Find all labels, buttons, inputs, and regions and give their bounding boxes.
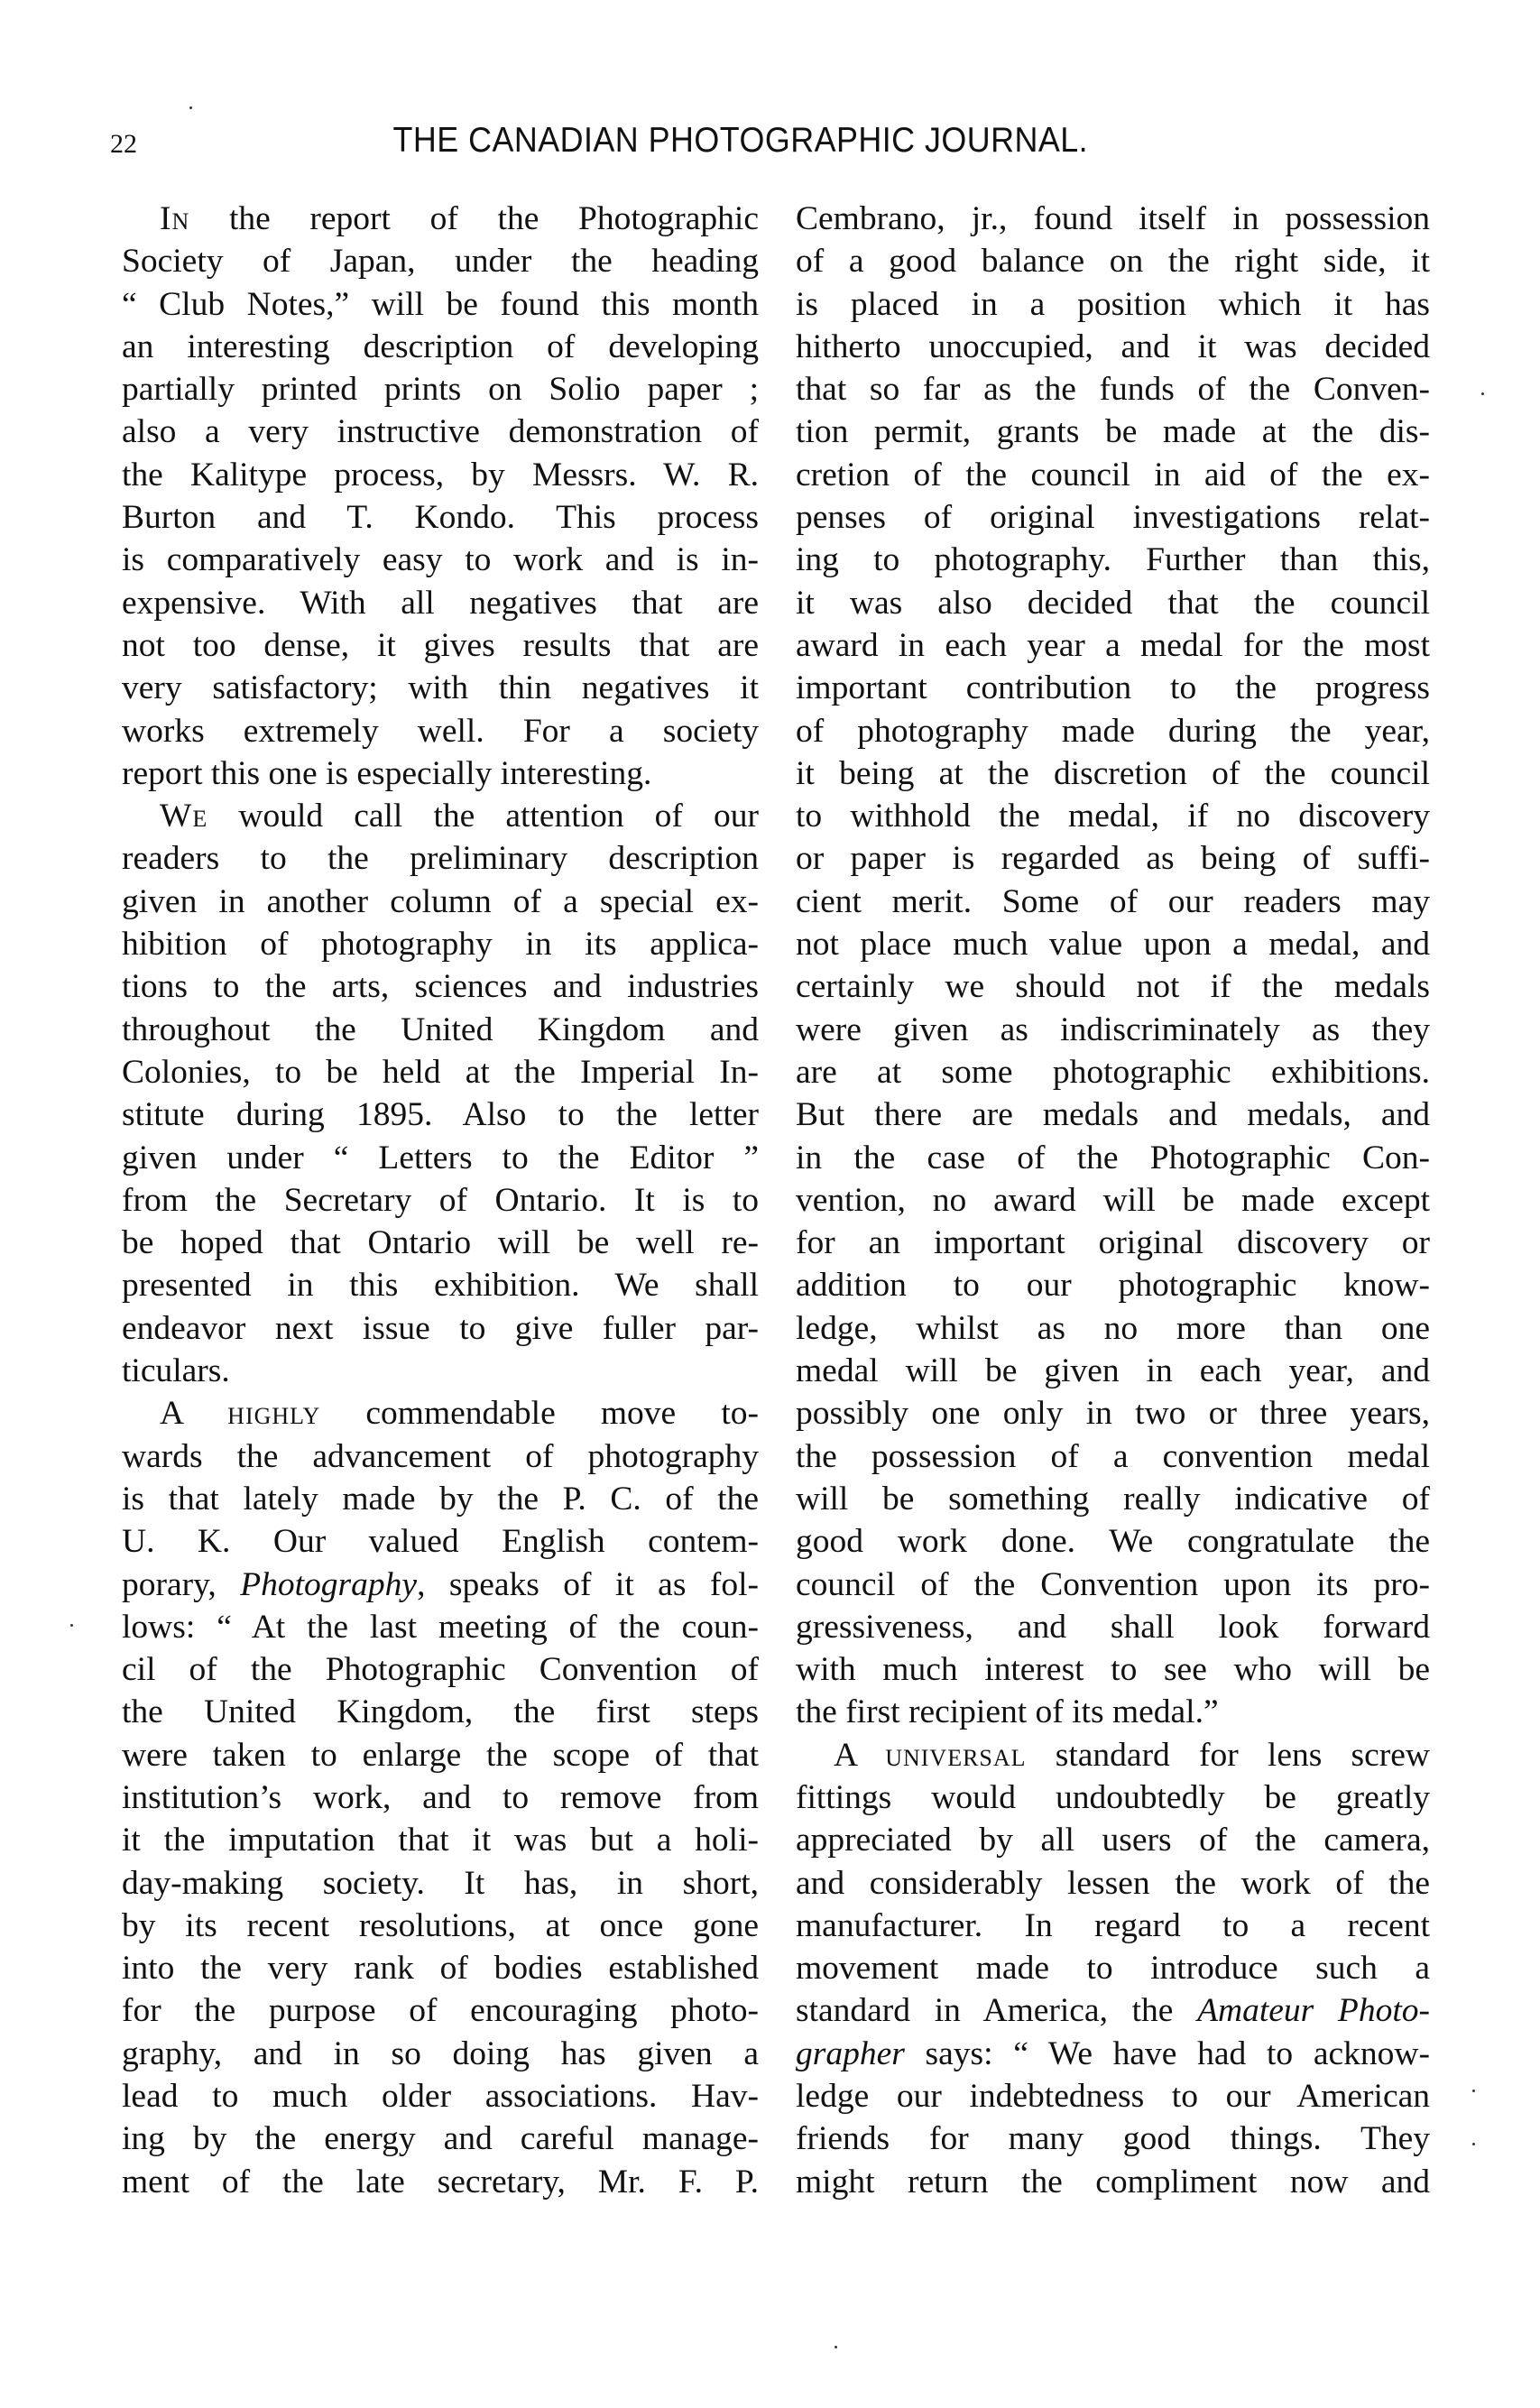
text-line [796, 2033, 1430, 2075]
text-line [122, 1009, 759, 1051]
text-line [122, 1392, 759, 1435]
text-line [796, 368, 1430, 411]
text-line [796, 1051, 1430, 1093]
text-line [796, 837, 1430, 880]
text-line [796, 1179, 1430, 1222]
text-run: be hoped that Ontario will be well re- [122, 1224, 759, 1262]
text-run: gressiveness, and shall look forward [796, 1608, 1430, 1646]
text-line [796, 198, 1430, 240]
text-line [122, 1648, 759, 1691]
text-run: expensive. With all negatives that are [122, 584, 759, 622]
text-line [796, 1606, 1430, 1648]
italic-title: Amateur Photo- [1197, 1992, 1430, 2030]
text-run: vention, no award will be made except [796, 1181, 1430, 1219]
text-line [796, 1520, 1430, 1563]
text-line [122, 1862, 759, 1905]
scan-speck [1472, 2090, 1475, 2092]
small-caps-lead: We [160, 798, 208, 835]
scan-speck [835, 2346, 837, 2348]
italic-title: grapher [796, 2034, 905, 2072]
text-run: the possession of a convention medal [796, 1437, 1430, 1475]
text-run: will be something really indicative of [796, 1480, 1430, 1518]
text-line [122, 752, 759, 795]
text-run: not place much value upon a medal, and [796, 926, 1430, 964]
text-run: , speaks of it as fol- [417, 1565, 759, 1603]
small-caps-lead: highly [227, 1395, 321, 1433]
text-run: for an important original discovery or [796, 1224, 1430, 1262]
text-run: Burton and T. Kondo. This process [122, 499, 759, 537]
text-run: cretion of the council in aid of the ex- [796, 456, 1430, 494]
text-line [796, 1350, 1430, 1392]
text-run: throughout the United Kingdom and [122, 1010, 759, 1048]
text-run: for the purpose of encouraging photo- [122, 1992, 759, 2030]
text-run: penses of original investigations relat- [796, 499, 1430, 537]
text-run: also a very instructive demonstration of [122, 413, 759, 451]
text-line [796, 881, 1430, 923]
text-run: fittings would undoubtedly be greatly [796, 1778, 1430, 1816]
text-line [122, 411, 759, 453]
text-run: A [834, 1736, 886, 1774]
text-run: of a good balance on the right side, it [796, 243, 1430, 281]
text-run: stitute during 1895. Also to the letter [122, 1096, 759, 1134]
text-run: might return the compliment now and [796, 2163, 1430, 2200]
text-run: lows: “ At the last meeting of the coun- [122, 1608, 759, 1646]
left-column [122, 198, 759, 2203]
text-run: in the case of the Photographic Con- [796, 1139, 1430, 1176]
text-line [122, 1350, 759, 1392]
text-line [796, 1819, 1430, 1861]
text-line [122, 710, 759, 752]
text-line [122, 1819, 759, 1861]
text-line [796, 1691, 1430, 1733]
text-line [122, 1179, 759, 1222]
text-line [796, 710, 1430, 752]
text-line [122, 2033, 759, 2075]
small-caps-lead: universal [885, 1736, 1027, 1774]
text-run: tion permit, grants be made at the dis- [796, 413, 1430, 451]
text-run: given in another column of a special ex- [122, 882, 759, 920]
text-run: were given as indiscriminately as they [796, 1010, 1430, 1048]
text-run: to withhold the medal, if no discovery [796, 798, 1430, 835]
text-line [796, 752, 1430, 795]
text-run: report this one is especially interesting. [122, 754, 652, 792]
text-run: readers to the preliminary description [122, 840, 759, 878]
text-line [122, 240, 759, 282]
text-run: endeavor next issue to give fuller par- [122, 1309, 759, 1347]
text-line [122, 1051, 759, 1093]
text-run: is placed in a position which it has [796, 285, 1430, 323]
text-line [122, 667, 759, 709]
text-run: that so far as the funds of the Conven- [796, 371, 1430, 409]
text-run: into the very rank of bodies established [122, 1950, 759, 1988]
running-title: THE CANADIAN PHOTOGRAPHIC JOURNAL. [392, 121, 1089, 160]
text-run: cil of the Photographic Convention of [122, 1651, 759, 1689]
text-run: ticulars. [122, 1352, 230, 1390]
text-run: is that lately made by the P. C. of the [122, 1480, 759, 1518]
text-line [796, 2075, 1430, 2117]
text-line [796, 1137, 1430, 1179]
text-run: wards the advancement of photography [122, 1437, 759, 1475]
text-line [796, 454, 1430, 496]
text-line [796, 1093, 1430, 1136]
text-run: U. K. Our valued English contem- [122, 1523, 759, 1561]
text-line [122, 2075, 759, 2117]
text-line [796, 283, 1430, 326]
text-line [796, 326, 1430, 368]
text-line [122, 1137, 759, 1179]
text-line [122, 624, 759, 667]
text-run: movement made to introduce such a [796, 1950, 1430, 1988]
text-run: But there are medals and medals, and [796, 1096, 1430, 1134]
text-run: day-making society. It has, in short, [122, 1864, 759, 1902]
text-line [796, 1989, 1430, 2032]
text-line [122, 965, 759, 1008]
text-line [122, 837, 759, 880]
scan-speck [1481, 392, 1484, 395]
text-line [122, 582, 759, 624]
text-line [796, 965, 1430, 1008]
text-line [122, 795, 759, 837]
scan-speck [189, 106, 192, 109]
text-line [122, 326, 759, 368]
text-line [796, 1264, 1430, 1306]
text-run: ing by the energy and careful manage- [122, 2120, 759, 2158]
text-run: the report of the Photographic [189, 200, 759, 237]
text-run: Society of Japan, under the heading [122, 243, 759, 281]
text-line [122, 1520, 759, 1563]
text-line [796, 2161, 1430, 2203]
text-line [122, 539, 759, 581]
text-line [122, 923, 759, 965]
text-run: and considerably lessen the work of the [796, 1864, 1430, 1902]
text-run: certainly we should not if the medals [796, 968, 1430, 1006]
italic-title: Photography [240, 1565, 418, 1603]
scan-speck [70, 1624, 73, 1627]
text-line [796, 1862, 1430, 1905]
text-line [796, 1648, 1430, 1691]
text-run: standard in America, the [796, 1992, 1198, 2030]
text-run: it was also decided that the council [796, 584, 1430, 622]
text-line [122, 2117, 759, 2160]
small-caps-lead: In [160, 200, 190, 237]
text-run: are at some photographic exhibitions. [796, 1053, 1430, 1091]
text-line [796, 923, 1430, 965]
scan-speck [1472, 2143, 1475, 2145]
text-line [122, 1435, 759, 1478]
text-run: friends for many good things. They [796, 2120, 1430, 2158]
text-line [122, 1776, 759, 1819]
text-run: “ Club Notes,” will be found this month [122, 285, 759, 323]
text-run: hibition of photography in its applica- [122, 926, 759, 964]
text-line [122, 496, 759, 539]
text-run: not too dense, it gives results that are [122, 626, 759, 664]
text-line [122, 1307, 759, 1350]
text-line [122, 881, 759, 923]
text-line [122, 1564, 759, 1606]
page-number: 22 [110, 129, 137, 159]
text-run: Colonies, to be held at the Imperial In- [122, 1053, 759, 1091]
text-line [796, 411, 1430, 453]
text-line [796, 582, 1430, 624]
text-run: presented in this exhibition. We shall [122, 1267, 759, 1305]
text-run: graphy, and in so doing has given a [122, 2034, 759, 2072]
text-line [796, 667, 1430, 709]
text-run: were taken to enlarge the scope of that [122, 1736, 759, 1774]
text-run: the United Kingdom, the first steps [122, 1693, 759, 1731]
text-run: possibly one only in two or three years, [796, 1395, 1430, 1433]
text-run: by its recent resolutions, at once gone [122, 1906, 759, 1944]
text-line [122, 1093, 759, 1136]
text-run: ment of the late secretary, Mr. F. P. [122, 2163, 759, 2200]
text-line [796, 539, 1430, 581]
text-line [122, 1989, 759, 2032]
text-run: lead to much older associations. Hav- [122, 2078, 759, 2116]
text-line [122, 368, 759, 411]
text-run: ledge, whilst as no more than one [796, 1309, 1430, 1347]
text-run: it the imputation that it was but a holi- [122, 1822, 759, 1859]
text-run: institution’s work, and to remove from [122, 1778, 759, 1816]
text-line [122, 1264, 759, 1306]
text-run: it being at the discretion of the council [796, 754, 1430, 792]
text-line [122, 454, 759, 496]
text-run: important contribution to the progress [796, 669, 1430, 707]
text-line [796, 624, 1430, 667]
text-run: manufacturer. In regard to a recent [796, 1906, 1430, 1944]
text-line [796, 795, 1430, 837]
text-run: says: “ We have had to acknow- [904, 2034, 1430, 2072]
text-line [122, 2161, 759, 2203]
text-line [122, 1478, 759, 1520]
text-run: very satisfactory; with thin negatives it [122, 669, 759, 707]
text-line [796, 1564, 1430, 1606]
text-line [796, 1222, 1430, 1264]
text-line [796, 1307, 1430, 1350]
text-line [796, 1947, 1430, 1989]
text-line [796, 240, 1430, 282]
text-line [122, 1734, 759, 1776]
text-run: of photography made during the year, [796, 712, 1430, 750]
text-line [796, 1435, 1430, 1478]
text-run: given under “ Letters to the Editor ” [122, 1139, 759, 1176]
text-run: appreciated by all users of the camera, [796, 1822, 1430, 1859]
text-run: with much interest to see who will be [796, 1651, 1430, 1689]
text-line [796, 1009, 1430, 1051]
text-line [796, 1905, 1430, 1947]
text-line [122, 1905, 759, 1947]
text-run: standard for lens screw [1026, 1736, 1430, 1774]
text-line [122, 1691, 759, 1733]
text-run: from the Secretary of Ontario. It is to [122, 1181, 759, 1219]
text-run: council of the Convention upon its pro- [796, 1565, 1430, 1603]
text-run: award in each year a medal for the most [796, 626, 1430, 664]
text-line [122, 198, 759, 240]
text-line [122, 1606, 759, 1648]
text-line [122, 1947, 759, 1989]
text-line [796, 496, 1430, 539]
text-run: tions to the arts, sciences and industries [122, 968, 759, 1006]
text-line [122, 283, 759, 326]
text-run: medal will be given in each year, and [796, 1352, 1430, 1390]
text-run: or paper is regarded as being of suffi- [796, 840, 1430, 878]
text-line [796, 1478, 1430, 1520]
text-run: cient merit. Some of our readers may [796, 882, 1430, 920]
text-run: ing to photography. Further than this, [796, 541, 1430, 579]
text-run: an interesting description of developing [122, 328, 759, 365]
text-run: is comparatively easy to work and is in- [122, 541, 759, 579]
text-run: good work done. We congratulate the [796, 1523, 1430, 1561]
text-run: partially printed prints on Solio paper ; [122, 371, 759, 409]
text-run: A [160, 1395, 228, 1433]
text-line [796, 1734, 1430, 1776]
text-run: the Kalitype process, by Messrs. W. R. [122, 456, 759, 494]
text-run: would call the attention of our [207, 798, 759, 835]
text-run: commendable move to- [320, 1395, 759, 1433]
text-run: Cembrano, jr., found itself in possession [796, 200, 1430, 237]
right-column [796, 198, 1430, 2203]
text-run: hitherto unoccupied, and it was decided [796, 328, 1430, 365]
text-run: addition to our photographic know- [796, 1267, 1430, 1305]
text-line [796, 1776, 1430, 1819]
text-run: works extremely well. For a society [122, 712, 759, 750]
text-line [796, 2117, 1430, 2160]
text-run: ledge our indebtedness to our American [796, 2078, 1430, 2116]
text-line [122, 1222, 759, 1264]
text-run: porary, [122, 1565, 241, 1603]
text-run: the first recipient of its medal.” [796, 1693, 1219, 1731]
text-line [796, 1392, 1430, 1435]
